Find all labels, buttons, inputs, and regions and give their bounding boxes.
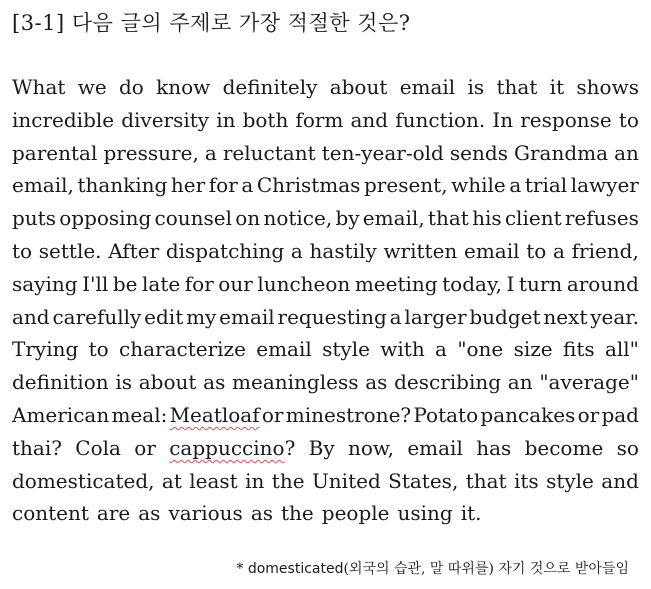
passage-word: or (577, 402, 600, 427)
footnote-term: domesticated (247, 561, 344, 577)
question-heading: [3-1] 다음 글의 주제로 가장 적절한 것은? (12, 11, 411, 35)
passage-line (12, 104, 639, 137)
passage-word: to (12, 238, 33, 263)
passage-word: by (335, 206, 360, 231)
passage-word: size (513, 337, 553, 362)
passage-word: become (524, 435, 604, 460)
passage-word: dispatching (165, 238, 285, 263)
passage-word: definitely (222, 75, 318, 99)
passage-word: as (138, 501, 161, 526)
passage-word: I'll (82, 271, 109, 296)
passage-word: his (472, 206, 502, 231)
passage-word: meeting (354, 271, 438, 296)
passage-word: sends (449, 140, 508, 165)
passage-word: about (138, 370, 197, 395)
passage-word: United (311, 468, 381, 493)
passage-word: her (170, 173, 206, 198)
passage-line (12, 137, 639, 170)
passage-word: a (435, 337, 447, 362)
passage-line (12, 399, 639, 432)
passage-word: Cola (75, 435, 121, 460)
passage-word: in (245, 468, 265, 493)
passage-word: notice, (263, 206, 333, 231)
passage-word: today, (442, 271, 502, 296)
passage-word: email, (12, 173, 74, 198)
passage-word: thanking (77, 173, 168, 198)
passage-word: now, (347, 435, 394, 460)
passage-word: be (112, 271, 138, 296)
passage-word: as (250, 501, 273, 526)
passage-word: or (134, 435, 156, 460)
passage-word: Potato (413, 402, 479, 427)
passage-word: shows (576, 75, 639, 99)
passage-word: using (397, 501, 453, 526)
passage-word: to (526, 238, 547, 263)
passage-word: refuses (564, 206, 639, 231)
passage-word: "one (457, 337, 504, 362)
passage-word: that (427, 206, 469, 231)
passage-word: an (614, 140, 639, 165)
passage-word: Christmas (256, 173, 361, 198)
passage-word: incredible (12, 107, 115, 132)
passage-line (12, 71, 639, 104)
passage-word: hastily (309, 238, 377, 263)
spellcheck-underlined-word: Meatloaf (169, 402, 260, 427)
passage-word: opposing (59, 206, 152, 231)
passage-line (12, 465, 639, 498)
passage-word: content (12, 501, 89, 526)
passage-word: email, (362, 206, 425, 231)
passage-word: style (546, 468, 594, 493)
passage-word: my (186, 304, 217, 329)
passage-word: are (96, 501, 131, 526)
passage-word: settle. (38, 238, 102, 263)
passage-word: around (566, 271, 639, 296)
passage-word: ten-year-old (321, 140, 444, 165)
passage-word: so (616, 435, 639, 460)
passage-word (170, 399, 260, 432)
passage-line (12, 432, 639, 465)
passage-word: at (161, 468, 182, 493)
passage-word: with (380, 337, 425, 362)
passage-word: edit (144, 304, 184, 329)
passage-word: it (549, 75, 565, 99)
passage-text (12, 71, 639, 530)
passage-word: email (256, 337, 312, 362)
passage-word: function. (395, 107, 486, 132)
passage-word: a (290, 238, 303, 263)
passage-word: characterize (119, 337, 246, 362)
passage-word: larger (404, 304, 467, 329)
passage-word: is (115, 370, 133, 395)
passage-line (12, 333, 639, 366)
passage-line (12, 235, 639, 268)
passage-word: we (77, 75, 107, 99)
passage-word: that (496, 75, 538, 99)
passage-word: a (241, 173, 254, 198)
passage-word: written (383, 238, 458, 263)
passage-word: on (235, 206, 261, 231)
passage-word: By (308, 435, 335, 460)
passage-word: carefully (52, 304, 142, 329)
passage-word: people (321, 501, 390, 526)
passage-word: cappuccino? (169, 435, 296, 460)
passage-word: pad (601, 402, 639, 427)
passage-word: for (184, 271, 214, 296)
passage-word: parental (12, 140, 98, 165)
passage-word: about (329, 75, 388, 99)
spellcheck-underlined-word: cappuccino (169, 435, 285, 460)
passage-word: know (156, 75, 211, 99)
passage-word: a (509, 173, 522, 198)
passage-word: fits (562, 337, 595, 362)
passage-word: reluctant (222, 140, 316, 165)
passage-word: style (322, 337, 370, 362)
passage-word: friend, (571, 238, 639, 263)
passage-word: lawyer (570, 173, 639, 198)
passage-word: luncheon (257, 271, 351, 296)
footnote (236, 559, 629, 579)
passage-word: meal: (111, 402, 168, 427)
passage-word: email (407, 435, 463, 460)
passage-word: the (281, 501, 314, 526)
passage-word: requesting (277, 304, 387, 329)
passage-word: least (189, 468, 238, 493)
passage-line (12, 497, 639, 530)
passage-word: trial (524, 173, 568, 198)
passage-word: a (389, 304, 402, 329)
passage-word: pressure, (103, 140, 199, 165)
passage-word: saying (12, 271, 78, 296)
passage-word: email (399, 75, 456, 99)
passage-word: a (552, 238, 565, 263)
passage-word: while (451, 173, 506, 198)
passage-word: After (108, 238, 160, 263)
passage-word: form (295, 107, 344, 132)
passage-word: minestrone? (285, 402, 412, 427)
passage-line (12, 169, 639, 202)
passage-word: and (601, 468, 639, 493)
passage-word: In (492, 107, 514, 132)
passage-word: puts (12, 206, 56, 231)
passage-word: the (271, 468, 305, 493)
footnote-gloss: (외국의 습관, 말 따위를) 자기 것으로 받아들임 (343, 561, 629, 577)
passage-word: What (12, 75, 66, 99)
footnote-marker: * (236, 561, 244, 577)
passage-word: it. (460, 501, 482, 526)
passage-word: American (12, 402, 110, 427)
passage-line (12, 366, 639, 399)
passage-word: in (216, 107, 236, 132)
passage-word: year. (590, 304, 639, 329)
passage-word: all" (604, 337, 639, 362)
passage-word: describing (394, 370, 502, 395)
passage-word: diversity (121, 107, 210, 132)
passage-word: a (204, 140, 217, 165)
passage-word: Trying (12, 337, 79, 362)
passage-word: do (118, 75, 144, 99)
passage-line (12, 202, 639, 235)
passage-word: turn (518, 271, 563, 296)
passage-word: counsel (154, 206, 233, 231)
passage-word: States, (388, 468, 459, 493)
passage-word: an (507, 370, 533, 395)
passage-word: and (12, 304, 50, 329)
passage-word: various (168, 501, 243, 526)
passage-word: pancakes (480, 402, 576, 427)
passage-line (12, 301, 639, 334)
passage-word: to (618, 107, 639, 132)
passage-word: and (350, 107, 389, 132)
passage-word: domesticated, (12, 468, 155, 493)
passage-word: "average" (539, 370, 639, 395)
passage-word: has (476, 435, 512, 460)
passage-word: meaningless (232, 370, 359, 395)
passage-word: email (219, 304, 275, 329)
passage-line (12, 268, 639, 301)
passage-word: its (513, 468, 539, 493)
passage-word: for (208, 173, 238, 198)
passage-word: as (203, 370, 226, 395)
passage-word: that (465, 468, 507, 493)
passage-word: next (543, 304, 588, 329)
passage-word: budget (469, 304, 541, 329)
passage-word: our (218, 271, 253, 296)
passage-word: both (242, 107, 289, 132)
passage-word: Grandma (514, 140, 609, 165)
passage-word: to (88, 337, 109, 362)
passage-word: email (464, 238, 520, 263)
passage-word: I (506, 271, 515, 296)
passage-word: response (520, 107, 612, 132)
passage-word: late (142, 271, 181, 296)
passage-word: or (261, 402, 284, 427)
passage-word: as (365, 370, 388, 395)
passage-word: client (504, 206, 562, 231)
passage-word: definition (12, 370, 109, 395)
passage-word: is (467, 75, 485, 99)
passage-word: present, (364, 173, 448, 198)
passage-word: thai? (12, 435, 62, 460)
